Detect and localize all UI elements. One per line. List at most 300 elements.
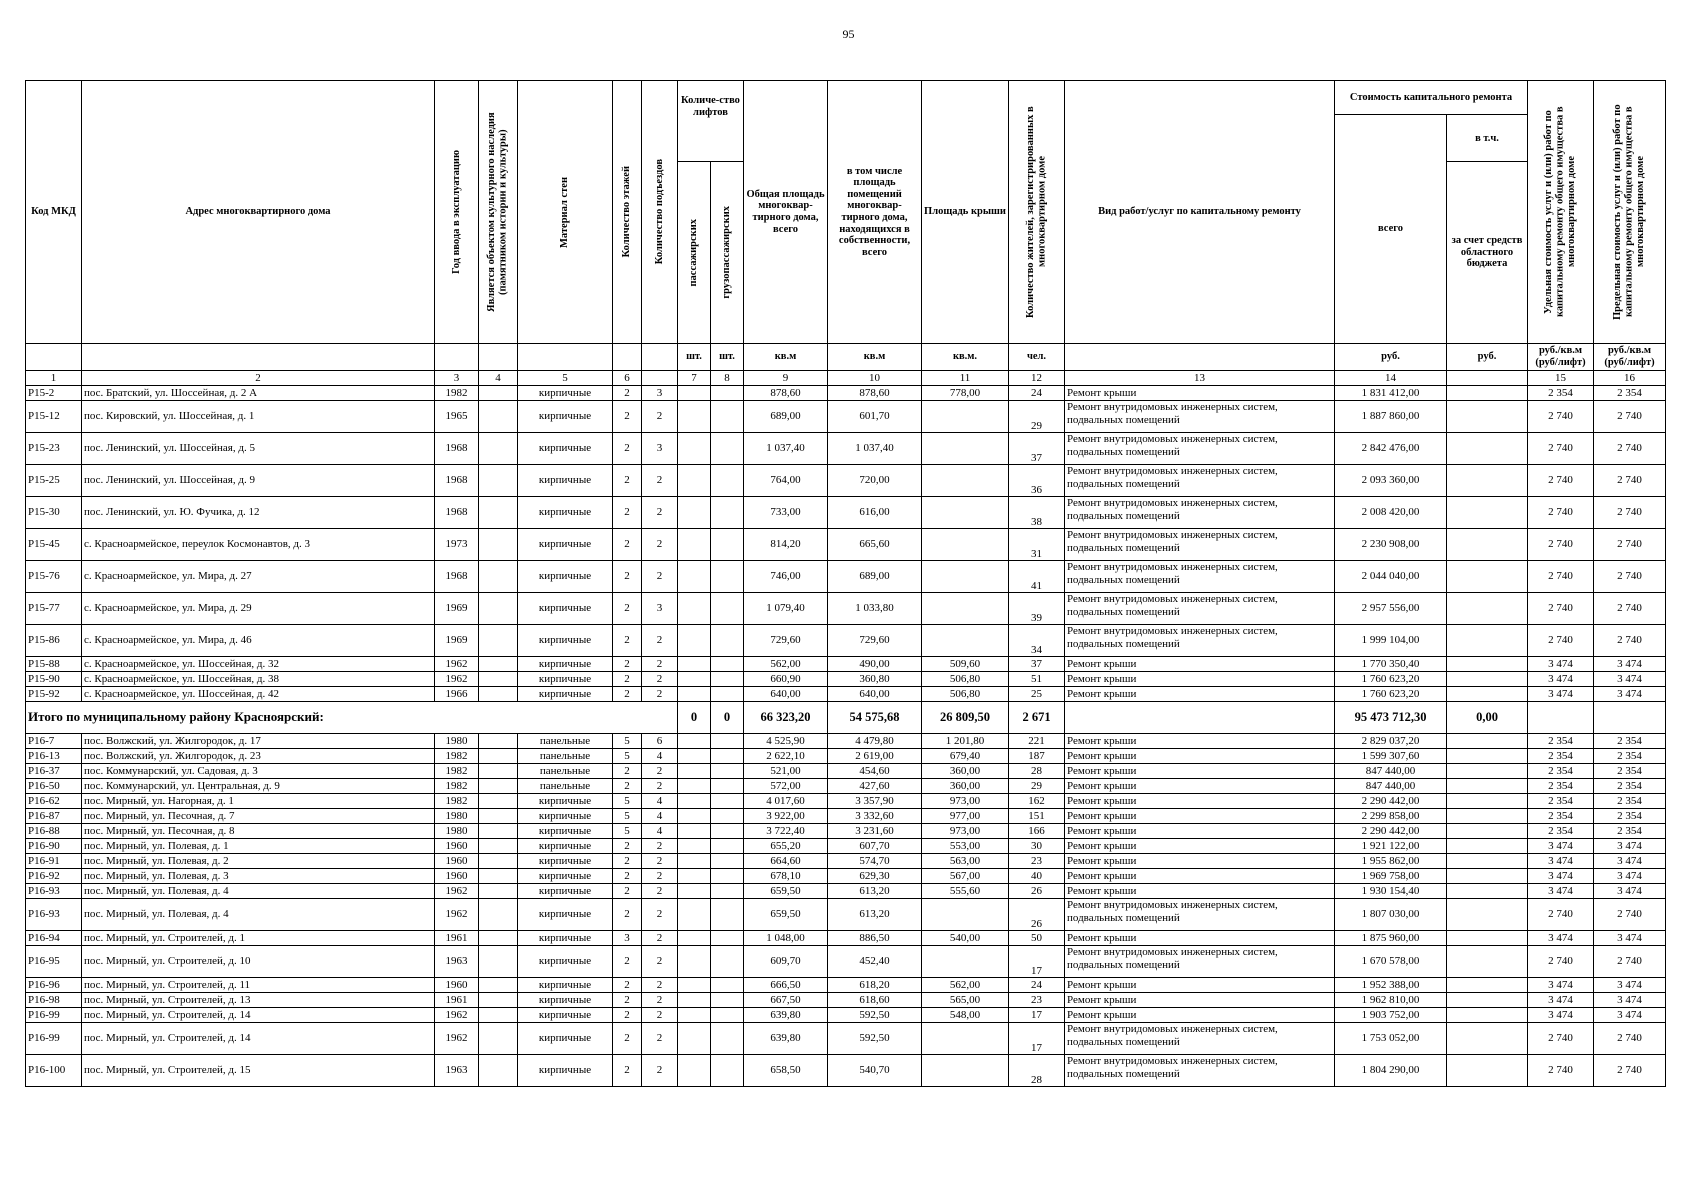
- cell-cost-regional: [1447, 809, 1528, 824]
- cell-heritage: [479, 687, 518, 702]
- cell-heritage: [479, 809, 518, 824]
- cell-lifts-passenger: [678, 749, 711, 764]
- cell-work-type: Ремонт крыши: [1065, 884, 1335, 899]
- cell-mkd-code: Р15-12: [26, 401, 82, 433]
- table-row: [26, 734, 1666, 749]
- cell-cost: 2 044 040,00: [1335, 561, 1447, 593]
- table-row: [26, 854, 1666, 869]
- cell-total-area: 746,00: [744, 561, 828, 593]
- cell-address: пос. Мирный, ул. Нагорная, д. 1: [82, 794, 435, 809]
- cell-wall-material: кирпичные: [518, 946, 613, 978]
- table-row: [26, 779, 1666, 794]
- cell-entrances: 4: [642, 749, 678, 764]
- cell-mkd-code: Р16-62: [26, 794, 82, 809]
- total-lifts-freight: 0: [711, 702, 744, 734]
- cell-year: 1982: [435, 794, 479, 809]
- cell-lifts-freight: [711, 1023, 744, 1055]
- cell-cost: 1 760 623,20: [1335, 687, 1447, 702]
- cell-residents: 162: [1009, 794, 1065, 809]
- cell-residents: 25: [1009, 687, 1065, 702]
- cell-entrances: 2: [642, 1008, 678, 1023]
- cell-max-cost: 2 354: [1594, 779, 1666, 794]
- header-code: Код МКД: [26, 81, 82, 344]
- cell-owned-area: 360,80: [828, 672, 922, 687]
- total-roof-area: 26 809,50: [922, 702, 1009, 734]
- cell-floors: 3: [613, 931, 642, 946]
- cell-heritage: [479, 824, 518, 839]
- cell-lifts-freight: [711, 993, 744, 1008]
- cell-mkd-code: Р16-87: [26, 809, 82, 824]
- cell-heritage: [479, 1008, 518, 1023]
- cell-floors: 2: [613, 497, 642, 529]
- cell-work-type: Ремонт внутридомовых инженерных систем, подвальных помещений: [1065, 1055, 1335, 1087]
- cell-wall-material: кирпичные: [518, 625, 613, 657]
- cell-max-cost: 2 740: [1594, 529, 1666, 561]
- cell-owned-area: 592,50: [828, 1023, 922, 1055]
- cell-year: 1960: [435, 869, 479, 884]
- cell-residents: 151: [1009, 809, 1065, 824]
- cell-year: 1963: [435, 1055, 479, 1087]
- cell-lifts-passenger: [678, 779, 711, 794]
- cell-cost: 2 829 037,20: [1335, 734, 1447, 749]
- cell-mkd-code: Р16-95: [26, 946, 82, 978]
- cell-floors: 5: [613, 809, 642, 824]
- cell-max-cost: 3 474: [1594, 854, 1666, 869]
- cell-lifts-freight: [711, 734, 744, 749]
- cell-cost-regional: [1447, 899, 1528, 931]
- cell-lifts-passenger: [678, 899, 711, 931]
- header-total-area: Общая площадь многоквар-тирного дома, всего: [744, 81, 828, 344]
- cell-max-cost: 2 740: [1594, 561, 1666, 593]
- cell-unit-cost: 3 474: [1528, 978, 1594, 993]
- cell-heritage: [479, 839, 518, 854]
- cell-unit-cost: 3 474: [1528, 869, 1594, 884]
- cell-address: пос. Мирный, ул. Строителей, д. 10: [82, 946, 435, 978]
- cell-total-area: 572,00: [744, 779, 828, 794]
- cell-max-cost: 3 474: [1594, 1008, 1666, 1023]
- cell-heritage: [479, 779, 518, 794]
- cell-residents: 29: [1009, 779, 1065, 794]
- cell-wall-material: кирпичные: [518, 561, 613, 593]
- cell-max-cost: 2 740: [1594, 593, 1666, 625]
- cell-residents: 17: [1009, 1008, 1065, 1023]
- cell-heritage: [479, 657, 518, 672]
- table-row: [26, 687, 1666, 702]
- table-row: [26, 433, 1666, 465]
- cell-max-cost: 2 740: [1594, 497, 1666, 529]
- table-row: [26, 794, 1666, 809]
- cell-mkd-code: Р15-76: [26, 561, 82, 593]
- cell-year: 1980: [435, 824, 479, 839]
- cell-floors: 2: [613, 529, 642, 561]
- cell-address: с. Красноармейское, ул. Шоссейная, д. 38: [82, 672, 435, 687]
- cell-work-type: Ремонт внутридомовых инженерных систем, подвальных помещений: [1065, 433, 1335, 465]
- cell-cost-regional: [1447, 869, 1528, 884]
- cell-year: 1961: [435, 993, 479, 1008]
- unit-max-cost: руб./кв.м (руб/лифт): [1594, 344, 1666, 371]
- cell-roof-area: 1 201,80: [922, 734, 1009, 749]
- table-row: [26, 561, 1666, 593]
- column-number: 3: [435, 371, 479, 386]
- cell-entrances: 2: [642, 978, 678, 993]
- cell-wall-material: кирпичные: [518, 672, 613, 687]
- cell-entrances: 2: [642, 687, 678, 702]
- cell-heritage: [479, 884, 518, 899]
- cell-max-cost: 2 354: [1594, 386, 1666, 401]
- cell-total-area: 4 017,60: [744, 794, 828, 809]
- cell-entrances: 2: [642, 869, 678, 884]
- cell-address: пос. Кировский, ул. Шоссейная, д. 1: [82, 401, 435, 433]
- cell-owned-area: 729,60: [828, 625, 922, 657]
- cell-mkd-code: Р16-92: [26, 869, 82, 884]
- cell-floors: 5: [613, 734, 642, 749]
- cell-cost: 1 760 623,20: [1335, 672, 1447, 687]
- cell-lifts-passenger: [678, 978, 711, 993]
- cell-heritage: [479, 899, 518, 931]
- cell-heritage: [479, 433, 518, 465]
- unit-cost-total: руб.: [1335, 344, 1447, 371]
- cell-residents: 23: [1009, 854, 1065, 869]
- cell-residents: 41: [1009, 561, 1065, 593]
- cell-lifts-passenger: [678, 433, 711, 465]
- cell-address: пос. Мирный, ул. Полевая, д. 2: [82, 854, 435, 869]
- header-heritage: Является объектом культурного наследия (памятником истории и культуры): [479, 81, 518, 344]
- cell-total-area: 878,60: [744, 386, 828, 401]
- cell-year: 1966: [435, 687, 479, 702]
- cell-total-area: 678,10: [744, 869, 828, 884]
- cell-mkd-code: Р15-92: [26, 687, 82, 702]
- cell-lifts-passenger: [678, 764, 711, 779]
- cell-floors: 2: [613, 779, 642, 794]
- cell-total-area: 1 048,00: [744, 931, 828, 946]
- cell-lifts-freight: [711, 899, 744, 931]
- cell-entrances: 2: [642, 946, 678, 978]
- cell-cost: 1 804 290,00: [1335, 1055, 1447, 1087]
- cell-owned-area: 607,70: [828, 839, 922, 854]
- cell-year: 1968: [435, 433, 479, 465]
- header-cost-incl: в т.ч.: [1447, 115, 1528, 162]
- cell-unit-cost: 2 740: [1528, 433, 1594, 465]
- cell-cost: 1 875 960,00: [1335, 931, 1447, 946]
- cell-wall-material: кирпичные: [518, 854, 613, 869]
- cell-lifts-passenger: [678, 839, 711, 854]
- cell-year: 1965: [435, 401, 479, 433]
- cell-residents: 36: [1009, 465, 1065, 497]
- cell-total-area: 640,00: [744, 687, 828, 702]
- cell-residents: 24: [1009, 978, 1065, 993]
- cell-max-cost: 3 474: [1594, 672, 1666, 687]
- cell-unit-cost: 2 354: [1528, 809, 1594, 824]
- cell-work-type: Ремонт внутридомовых инженерных систем, подвальных помещений: [1065, 529, 1335, 561]
- cell-work-type: Ремонт крыши: [1065, 734, 1335, 749]
- cell-unit-cost: 2 354: [1528, 749, 1594, 764]
- cell-lifts-freight: [711, 1008, 744, 1023]
- unit-cost-regional: руб.: [1447, 344, 1528, 371]
- cell-wall-material: кирпичные: [518, 1008, 613, 1023]
- cell-roof-area: [922, 401, 1009, 433]
- cell-lifts-passenger: [678, 529, 711, 561]
- cell-cost-regional: [1447, 839, 1528, 854]
- cell-cost-regional: [1447, 931, 1528, 946]
- cell-mkd-code: Р15-77: [26, 593, 82, 625]
- cell-roof-area: 563,00: [922, 854, 1009, 869]
- cell-owned-area: 3 357,90: [828, 794, 922, 809]
- cell-unit-cost: 2 740: [1528, 1023, 1594, 1055]
- cell-unit-cost: 2 354: [1528, 824, 1594, 839]
- cell-address: пос. Мирный, ул. Строителей, д. 14: [82, 1008, 435, 1023]
- cell-lifts-freight: [711, 839, 744, 854]
- cell-owned-area: 629,30: [828, 869, 922, 884]
- cell-unit-cost: 3 474: [1528, 657, 1594, 672]
- column-number: 7: [678, 371, 711, 386]
- cell-cost-regional: [1447, 993, 1528, 1008]
- cell-wall-material: кирпичные: [518, 869, 613, 884]
- cell-unit-cost: 2 740: [1528, 946, 1594, 978]
- cell-roof-area: 555,60: [922, 884, 1009, 899]
- cell-cost: 2 957 556,00: [1335, 593, 1447, 625]
- cell-wall-material: кирпичные: [518, 687, 613, 702]
- cell-wall-material: кирпичные: [518, 497, 613, 529]
- cell-floors: 2: [613, 672, 642, 687]
- cell-cost: 1 952 388,00: [1335, 978, 1447, 993]
- cell-work-type: Ремонт крыши: [1065, 794, 1335, 809]
- cell-lifts-freight: [711, 672, 744, 687]
- cell-residents: 23: [1009, 993, 1065, 1008]
- cell-owned-area: 3 332,60: [828, 809, 922, 824]
- cell-year: 1982: [435, 764, 479, 779]
- cell-cost: 1 887 860,00: [1335, 401, 1447, 433]
- cell-owned-area: 886,50: [828, 931, 922, 946]
- cell-residents: 37: [1009, 433, 1065, 465]
- cell-max-cost: 2 740: [1594, 401, 1666, 433]
- cell-lifts-passenger: [678, 386, 711, 401]
- cell-lifts-freight: [711, 978, 744, 993]
- cell-total-area: 1 079,40: [744, 593, 828, 625]
- cell-roof-area: [922, 561, 1009, 593]
- cell-work-type: Ремонт внутридомовых инженерных систем, подвальных помещений: [1065, 1023, 1335, 1055]
- cell-mkd-code: Р16-13: [26, 749, 82, 764]
- cell-owned-area: 1 033,80: [828, 593, 922, 625]
- cell-wall-material: кирпичные: [518, 978, 613, 993]
- cell-unit-cost: 2 740: [1528, 625, 1594, 657]
- column-number: 15: [1528, 371, 1594, 386]
- cell-max-cost: 3 474: [1594, 869, 1666, 884]
- cell-residents: 187: [1009, 749, 1065, 764]
- cell-wall-material: кирпичные: [518, 529, 613, 561]
- cell-total-area: 666,50: [744, 978, 828, 993]
- cell-lifts-freight: [711, 779, 744, 794]
- cell-lifts-freight: [711, 854, 744, 869]
- cell-cost-regional: [1447, 946, 1528, 978]
- cell-entrances: 2: [642, 1055, 678, 1087]
- cell-max-cost: 3 474: [1594, 657, 1666, 672]
- cell-work-type: Ремонт внутридомовых инженерных систем, подвальных помещений: [1065, 899, 1335, 931]
- table-row: [26, 764, 1666, 779]
- cell-roof-area: 973,00: [922, 794, 1009, 809]
- cell-work-type: Ремонт крыши: [1065, 993, 1335, 1008]
- cell-address: пос. Коммунарский, ул. Центральная, д. 9: [82, 779, 435, 794]
- cell-max-cost: 2 354: [1594, 764, 1666, 779]
- cell-unit-cost: 3 474: [1528, 993, 1594, 1008]
- column-number: 6: [613, 371, 642, 386]
- cell-cost-regional: [1447, 1023, 1528, 1055]
- cell-address: пос. Мирный, ул. Строителей, д. 1: [82, 931, 435, 946]
- cell-unit-cost: 2 740: [1528, 465, 1594, 497]
- cell-heritage: [479, 401, 518, 433]
- cell-wall-material: кирпичные: [518, 794, 613, 809]
- cell-total-area: 664,60: [744, 854, 828, 869]
- column-number: 10: [828, 371, 922, 386]
- cell-cost-regional: [1447, 497, 1528, 529]
- cell-roof-area: [922, 593, 1009, 625]
- cell-lifts-freight: [711, 946, 744, 978]
- column-number: 4: [479, 371, 518, 386]
- cell-year: 1968: [435, 465, 479, 497]
- cell-max-cost: 2 740: [1594, 1023, 1666, 1055]
- cell-floors: 2: [613, 764, 642, 779]
- cell-total-area: 658,50: [744, 1055, 828, 1087]
- cell-lifts-passenger: [678, 734, 711, 749]
- cell-unit-cost: 3 474: [1528, 687, 1594, 702]
- table-row: [26, 1055, 1666, 1087]
- total-cost: 95 473 712,30: [1335, 702, 1447, 734]
- cell-residents: 28: [1009, 1055, 1065, 1087]
- cell-year: 1973: [435, 529, 479, 561]
- cell-max-cost: 3 474: [1594, 978, 1666, 993]
- cell-year: 1969: [435, 593, 479, 625]
- cell-entrances: 6: [642, 734, 678, 749]
- cell-total-area: 4 525,90: [744, 734, 828, 749]
- cell-wall-material: панельные: [518, 764, 613, 779]
- column-number: 11: [922, 371, 1009, 386]
- cell-cost-regional: [1447, 433, 1528, 465]
- cell-owned-area: 2 619,00: [828, 749, 922, 764]
- table-row: [26, 824, 1666, 839]
- cell-cost: 1 930 154,40: [1335, 884, 1447, 899]
- cell-total-area: 639,80: [744, 1023, 828, 1055]
- cell-address: пос. Мирный, ул. Полевая, д. 4: [82, 899, 435, 931]
- column-number: 2: [82, 371, 435, 386]
- cell-unit-cost: 2 354: [1528, 734, 1594, 749]
- cell-total-area: 659,50: [744, 884, 828, 899]
- cell-owned-area: 1 037,40: [828, 433, 922, 465]
- cell-work-type: Ремонт внутридомовых инженерных систем, подвальных помещений: [1065, 625, 1335, 657]
- cell-heritage: [479, 993, 518, 1008]
- cell-wall-material: панельные: [518, 734, 613, 749]
- total-total-area: 66 323,20: [744, 702, 828, 734]
- cell-year: 1980: [435, 809, 479, 824]
- cell-cost-regional: [1447, 1008, 1528, 1023]
- cell-wall-material: кирпичные: [518, 809, 613, 824]
- cell-roof-area: [922, 625, 1009, 657]
- cell-unit-cost: 2 740: [1528, 401, 1594, 433]
- cell-address: пос. Мирный, ул. Строителей, д. 14: [82, 1023, 435, 1055]
- column-number: 9: [744, 371, 828, 386]
- header-cost-regional: за счет средств областного бюджета: [1447, 162, 1528, 344]
- cell-unit-cost: 2 354: [1528, 779, 1594, 794]
- cell-roof-area: 778,00: [922, 386, 1009, 401]
- cell-cost: 1 903 752,00: [1335, 1008, 1447, 1023]
- cell-lifts-passenger: [678, 854, 711, 869]
- cell-heritage: [479, 794, 518, 809]
- cell-floors: 2: [613, 625, 642, 657]
- unit-unit-cost: руб./кв.м (руб/лифт): [1528, 344, 1594, 371]
- cell-heritage: [479, 593, 518, 625]
- cell-unit-cost: 3 474: [1528, 931, 1594, 946]
- cell-work-type: Ремонт крыши: [1065, 931, 1335, 946]
- cell-floors: 5: [613, 794, 642, 809]
- units-row: [26, 344, 1666, 371]
- cell-owned-area: 618,60: [828, 993, 922, 1008]
- cell-owned-area: 452,40: [828, 946, 922, 978]
- unit-residents: чел.: [1009, 344, 1065, 371]
- cell-roof-area: 562,00: [922, 978, 1009, 993]
- total-row: [26, 702, 1666, 734]
- cell-address: пос. Мирный, ул. Песочная, д. 7: [82, 809, 435, 824]
- header-year: Год ввода в эксплуатацию: [435, 81, 479, 344]
- cell-cost-regional: [1447, 978, 1528, 993]
- cell-residents: 37: [1009, 657, 1065, 672]
- cell-max-cost: 3 474: [1594, 993, 1666, 1008]
- cell-work-type: Ремонт внутридомовых инженерных систем, подвальных помещений: [1065, 497, 1335, 529]
- cell-year: 1968: [435, 497, 479, 529]
- cell-max-cost: 2 740: [1594, 625, 1666, 657]
- cell-cost: 1 962 810,00: [1335, 993, 1447, 1008]
- cell-owned-area: 613,20: [828, 899, 922, 931]
- cell-max-cost: 3 474: [1594, 687, 1666, 702]
- cell-total-area: 3 722,40: [744, 824, 828, 839]
- cell-cost: 1 807 030,00: [1335, 899, 1447, 931]
- cell-floors: 2: [613, 946, 642, 978]
- cell-total-area: 3 922,00: [744, 809, 828, 824]
- cell-floors: 2: [613, 978, 642, 993]
- cell-address: пос. Волжский, ул. Жилгородок, д. 17: [82, 734, 435, 749]
- cell-total-area: 1 037,40: [744, 433, 828, 465]
- cell-address: пос. Мирный, ул. Песочная, д. 8: [82, 824, 435, 839]
- cell-heritage: [479, 672, 518, 687]
- cell-mkd-code: Р16-37: [26, 764, 82, 779]
- header-lifts-passenger: пассажирских: [678, 162, 711, 344]
- cell-lifts-passenger: [678, 884, 711, 899]
- cell-heritage: [479, 978, 518, 993]
- cell-floors: 2: [613, 433, 642, 465]
- cell-max-cost: 2 740: [1594, 899, 1666, 931]
- cell-wall-material: кирпичные: [518, 931, 613, 946]
- cell-cost-regional: [1447, 401, 1528, 433]
- cell-cost-regional: [1447, 884, 1528, 899]
- header-wall-material: Материал стен: [518, 81, 613, 344]
- header-cost-total: всего: [1335, 115, 1447, 344]
- cell-lifts-freight: [711, 657, 744, 672]
- cell-year: 1968: [435, 561, 479, 593]
- cell-address: пос. Волжский, ул. Жилгородок, д. 23: [82, 749, 435, 764]
- table-header: [26, 81, 1666, 386]
- cell-cost: 1 999 104,00: [1335, 625, 1447, 657]
- table-body-section-2: [26, 734, 1666, 1087]
- cell-cost-regional: [1447, 854, 1528, 869]
- cell-entrances: 2: [642, 839, 678, 854]
- header-max-cost: Предельная стоимость услуг и (или) работ по капитальному ремонту общего имущества в многоквартирном доме: [1594, 81, 1666, 344]
- cell-max-cost: 2 354: [1594, 824, 1666, 839]
- cell-lifts-freight: [711, 1055, 744, 1087]
- unit-lifts-freight: шт.: [711, 344, 744, 371]
- cell-heritage: [479, 764, 518, 779]
- table-body-section-1: [26, 386, 1666, 702]
- cell-residents: 38: [1009, 497, 1065, 529]
- cell-residents: 40: [1009, 869, 1065, 884]
- unit-roof-area: кв.м.: [922, 344, 1009, 371]
- cell-cost: 1 599 307,60: [1335, 749, 1447, 764]
